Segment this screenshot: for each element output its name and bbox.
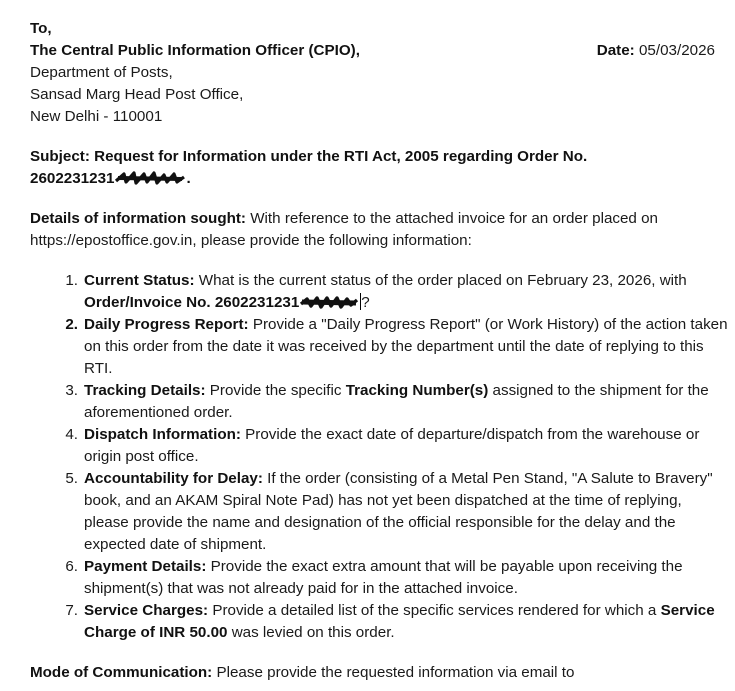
list-item: [30, 600, 730, 644]
list-item: [30, 270, 730, 314]
redaction-scribble: [299, 295, 359, 307]
recipient-line: Sansad Marg Head Post Office,: [30, 86, 244, 103]
subject-line: Subject: Request for Information under the RTI Act, 2005 regarding Order No.: [30, 148, 588, 165]
list-item: [30, 468, 730, 556]
mode-of-communication: [30, 662, 735, 684]
item-emphasis: Tracking Number(s): [345, 382, 489, 399]
subject-trailing: .: [186, 170, 191, 187]
subject-order-number: 2602231231: [30, 170, 115, 187]
list-item: [30, 380, 730, 424]
item-heading: Payment Details:: [84, 558, 207, 575]
item-text: What is the current status of the order placed on February 23, 2026, with: [194, 272, 687, 289]
address-block: [30, 18, 735, 128]
item-text-end: was levied on this order.: [227, 624, 395, 641]
date-value: 05/03/2026: [638, 42, 715, 59]
mode-label: Mode of Communication:: [30, 664, 213, 681]
information-request-list: [30, 270, 735, 644]
item-text: Provide a "Daily Progress Report" (or Work History) of the action taken on this order from the date it was received by the department until the date of replying to this RTI.: [84, 316, 728, 377]
item-heading: Dispatch Information:: [84, 426, 241, 443]
list-item: [30, 556, 730, 600]
item-heading: Tracking Details:: [84, 382, 206, 399]
item-heading: Service Charges:: [84, 602, 209, 619]
recipient-line: Department of Posts,: [30, 64, 173, 81]
details-paragraph: [30, 208, 735, 252]
item-text: Provide the exact date of departure/dispatch from the warehouse or origin post office.: [84, 426, 700, 465]
recipient-title: The Central Public Information Officer (CPIO),: [30, 42, 360, 59]
item-heading: Accountability for Delay:: [84, 470, 263, 487]
mode-text: Please provide the requested information via email to: [212, 664, 575, 681]
item-heading: Current Status:: [84, 272, 195, 289]
item-text: If the order (consisting of a Metal Pen Stand, "A Salute to Bravery" book, and an AKAM Spiral Note Pad) has not yet been dispatched at the time of replying, please provide the name and designation of the official responsible for the delay and the expected date of shipment.: [84, 470, 713, 553]
item-number: 4.: [65, 426, 78, 443]
item-number: 3.: [65, 382, 78, 399]
item-text: Provide the specific: [205, 382, 346, 399]
list-item: [30, 424, 730, 468]
item-number: 5.: [65, 470, 78, 487]
list-item: [30, 314, 730, 380]
item-emphasis: Order/Invoice No. 2602231231: [84, 294, 300, 311]
item-number: 1.: [65, 272, 78, 289]
redaction-scribble: [114, 171, 186, 183]
salutation: To,: [30, 20, 52, 37]
item-number: 7.: [65, 602, 78, 619]
recipient-line: New Delhi - 110001: [30, 108, 163, 125]
item-number: 2.: [65, 316, 78, 333]
date-label: Date:: [596, 42, 635, 59]
rti-letter: [30, 18, 735, 684]
details-label: Details of information sought:: [30, 210, 246, 227]
item-text: Provide the exact extra amount that will be payable upon receiving the shipment(s) that was not already paid for in the attached invoice.: [84, 558, 683, 597]
details-text: With reference to the attached invoice for an order placed on https://epostoffice.gov.in, please provide the following information:: [30, 210, 658, 249]
item-text: Provide a detailed list of the specific services rendered for which a: [208, 602, 661, 619]
item-heading: Daily Progress Report:: [84, 316, 249, 333]
item-emphasis: Service Charge of INR 50.00: [84, 602, 715, 641]
letter-date: [597, 40, 715, 62]
item-text-end: ?: [361, 294, 370, 311]
item-number: 6.: [65, 558, 78, 575]
item-text-end: assigned to the shipment for the aforementioned order.: [84, 382, 709, 421]
subject: [30, 146, 670, 190]
